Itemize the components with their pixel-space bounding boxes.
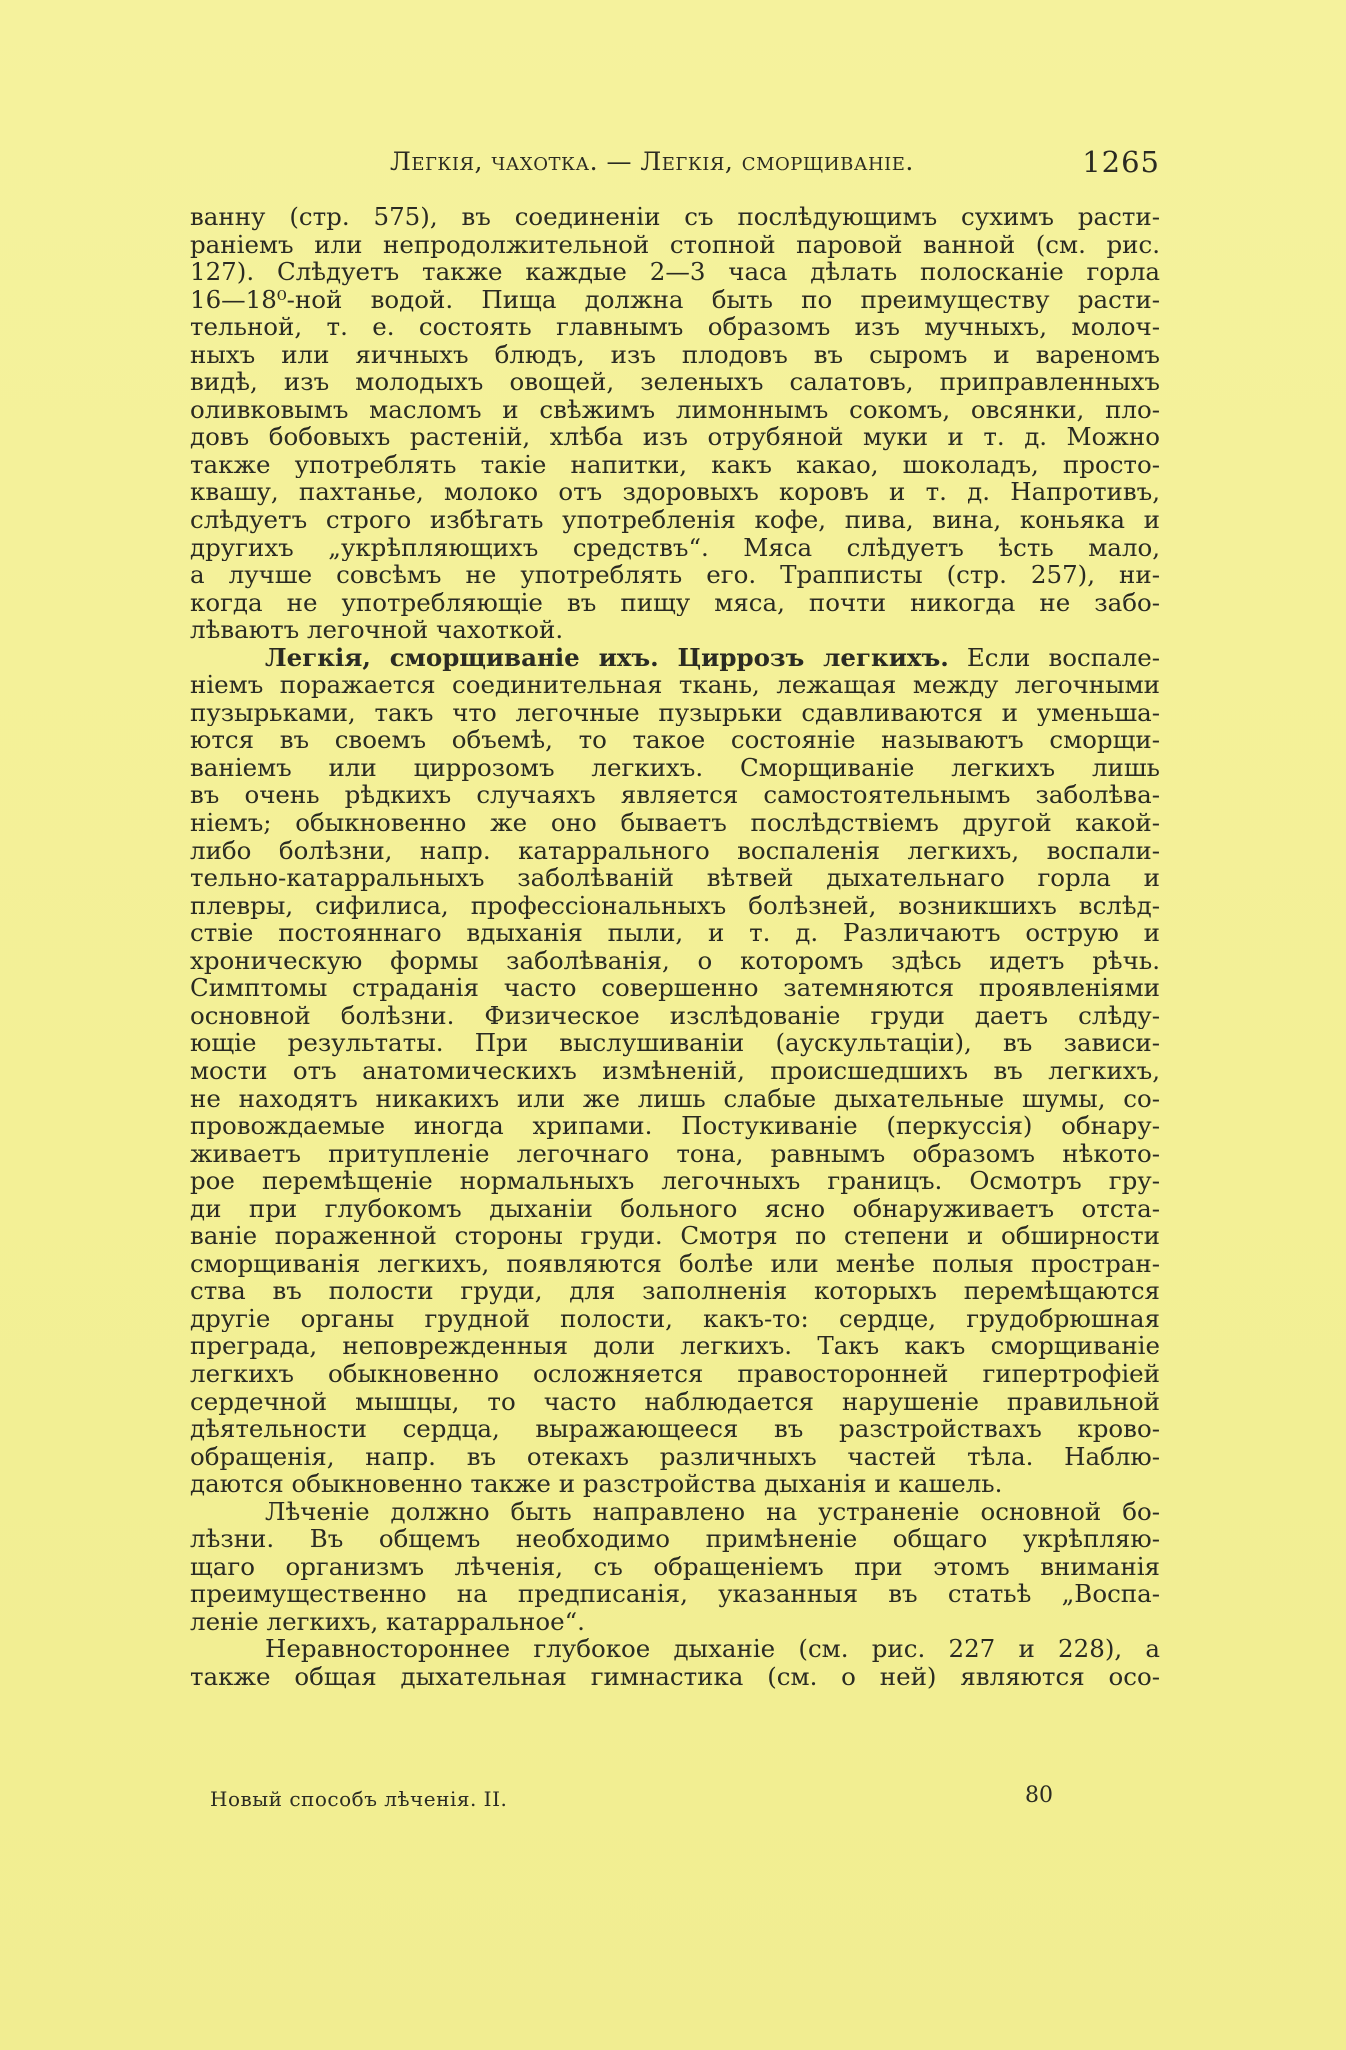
text-line: ствіе постояннаго вдыханія пыли, и т. д. Различаютъ острую и [190, 919, 1160, 947]
text-line: видѣ, изъ молодыхъ овощей, зеленыхъ салатовъ, приправленныхъ [190, 368, 1160, 396]
text-line: слѣдуетъ строго избѣгать употребленія кофе, пива, вина, коньяка и [190, 506, 1160, 534]
text-line: ства въ полости груди, для заполненія которыхъ перемѣщаются [190, 1277, 1160, 1305]
text-line: ющіе результаты. При выслушиваніи (аускультаціи), въ зависи- [190, 1029, 1160, 1057]
text-line: лѣзни. Въ общемъ необходимо примѣненіе общаго укрѣпляю- [190, 1525, 1160, 1553]
text-line: Симптомы страданія часто совершенно затемняются проявленіями [190, 974, 1160, 1002]
text-line: Неравностороннее глубокое дыханіе (см. рис. 227 и 228), а [265, 1635, 1160, 1663]
text-line: провождаемые иногда хрипами. Постукиваніе (перкуссія) обнару- [190, 1112, 1160, 1140]
text-line: другихъ „укрѣпляющихъ средствъ“. Мяса слѣдуетъ ѣсть мало, [190, 533, 1160, 562]
text-line: даются обыкновенно также и разстройства дыханія и кашель. [190, 1470, 1003, 1498]
text-line: живаетъ притупленіе легочнаго тона, равнымъ образомъ нѣкото- [190, 1139, 1160, 1168]
running-head: Легкія, чахотка. — Легкія, сморщиваніе. [390, 147, 914, 176]
body-text [190, 203, 1160, 1691]
text-line: плевры, сифилиса, профессіональныхъ болѣзней, возникшихъ вслѣд- [190, 891, 1160, 920]
text-line: хроническую формы заболѣванія, о которомъ здѣсь идетъ рѣчь. [190, 946, 1160, 975]
page-header [190, 145, 1160, 185]
text-line: обращенія, напр. въ отекахъ различныхъ частей тѣла. Наблю- [190, 1442, 1160, 1471]
text-line: ются въ своемъ объемѣ, то такое состояніе называютъ сморщи- [190, 726, 1160, 754]
text-line: 16—18⁰-ной водой. Пища должна быть по преимуществу расти- [190, 285, 1160, 314]
text-line: рое перемѣщеніе нормальныхъ легочныхъ границъ. Осмотръ гру- [190, 1167, 1160, 1195]
text-line: также употреблять такіе напитки, какъ какао, шоколадъ, просто- [190, 450, 1160, 479]
text-line: ваніе пораженной стороны груди. Смотря по степени и обширности [190, 1222, 1160, 1250]
text-line: а лучше совсѣмъ не употреблять его. Трапписты (стр. 257), ни- [190, 561, 1160, 589]
text-line: преграда, неповрежденныя доли легкихъ. Такъ какъ сморщиваніе [190, 1332, 1160, 1360]
text-line: либо болѣзни, напр. катаррального воспаленія легкихъ, воспали- [190, 836, 1160, 865]
text-line: ваніемъ или циррозомъ легкихъ. Сморщиваніе легкихъ лишь [190, 753, 1160, 782]
text-line: мости отъ анатомическихъ измѣненій, происшедшихъ въ легкихъ, [190, 1056, 1160, 1085]
text-line: довъ бобовыхъ растеній, хлѣба изъ отрубяной муки и т. д. Можно [190, 423, 1160, 451]
text-line: дѣятельности сердца, выражающееся въ разстройствахъ крово- [190, 1415, 1160, 1443]
text-line: Лѣченіе должно быть направлено на устраненіе основной бо- [265, 1497, 1160, 1526]
text-line [190, 644, 1160, 672]
text-line: не находятъ никакихъ или же лишь слабые дыхательные шумы, со- [190, 1084, 1160, 1113]
text-line: также общая дыхательная гимнастика (см. о ней) являются осо- [190, 1662, 1160, 1691]
text-line: тельно-катарральныхъ заболѣваній вѣтвей дыхательнаго горла и [190, 864, 1160, 892]
text-line: раніемъ или непродолжительной стопной паровой ванной (см. рис. [190, 230, 1160, 259]
text-line: преимущественно на предписанія, указанныя въ статьѣ „Воспа- [190, 1580, 1160, 1608]
text-line: сердечной мышцы, то часто наблюдается нарушеніе правильной [190, 1387, 1160, 1416]
text-line: основной болѣзни. Физическое изслѣдованіе груди даетъ слѣду- [190, 1001, 1160, 1030]
text-line: тельной, т. е. состоять главнымъ образомъ изъ мучныхъ, молоч- [190, 313, 1160, 341]
text-line: квашу, пахтанье, молоко отъ здоровыхъ коровъ и т. д. Напротивъ, [190, 478, 1160, 507]
text-line: пузырьками, такъ что легочные пузырьки сдавливаются и уменьша- [190, 698, 1160, 727]
text-line: другіе органы грудной полости, какъ-то: сердце, грудобрюшная [190, 1304, 1160, 1333]
text-line: оливковымъ масломъ и свѣжимъ лимоннымъ сокомъ, овсянки, пло- [190, 395, 1160, 424]
text-line: сморщиванія легкихъ, появляются болѣе или менѣе полыя простран- [190, 1249, 1160, 1278]
page-number: 1265 [1082, 145, 1160, 179]
text-line: лѣваютъ легочной чахоткой. [190, 616, 564, 644]
text-line: леніе легкихъ, катарральное“. [190, 1607, 585, 1636]
signature-mark: 80 [1025, 1783, 1053, 1808]
text-line: въ очень рѣдкихъ случаяхъ является самостоятельнымъ заболѣва- [190, 781, 1160, 810]
text-line: щаго организмъ лѣченія, съ обращеніемъ при этомъ вниманія [190, 1552, 1160, 1581]
text-line: ніемъ поражается соединительная ткань, лежащая между легочными [190, 671, 1160, 699]
text-line: ди при глубокомъ дыханіи больного ясно обнаруживаетъ отста- [190, 1194, 1160, 1223]
text-line: когда не употребляющіе въ пищу мяса, почти никогда не забо- [190, 588, 1160, 617]
text-line: ванну (стр. 575), въ соединеніи съ послѣдующимъ сухимъ расти- [190, 203, 1160, 231]
page-footer [210, 1783, 1160, 1815]
section-heading: Легкія, сморщиваніе ихъ. Циррозъ легкихъ. [265, 643, 949, 672]
text-line: ніемъ; обыкновенно же оно бываетъ послѣдствіемъ другой какой- [190, 809, 1160, 837]
text-line: ныхъ или яичныхъ блюдъ, изъ плодовъ въ сыромъ и вареномъ [190, 340, 1160, 369]
footer-book-title: Новый способъ лѣченія. II. [210, 1787, 508, 1811]
text-line: 127). Слѣдуетъ также каждые 2—3 часа дѣлать полосканіе горла [190, 258, 1160, 286]
text-line-rest: Если воспале- [948, 643, 1160, 672]
text-line: легкихъ обыкновенно осложняется правосторонней гипертрофіей [190, 1359, 1160, 1388]
